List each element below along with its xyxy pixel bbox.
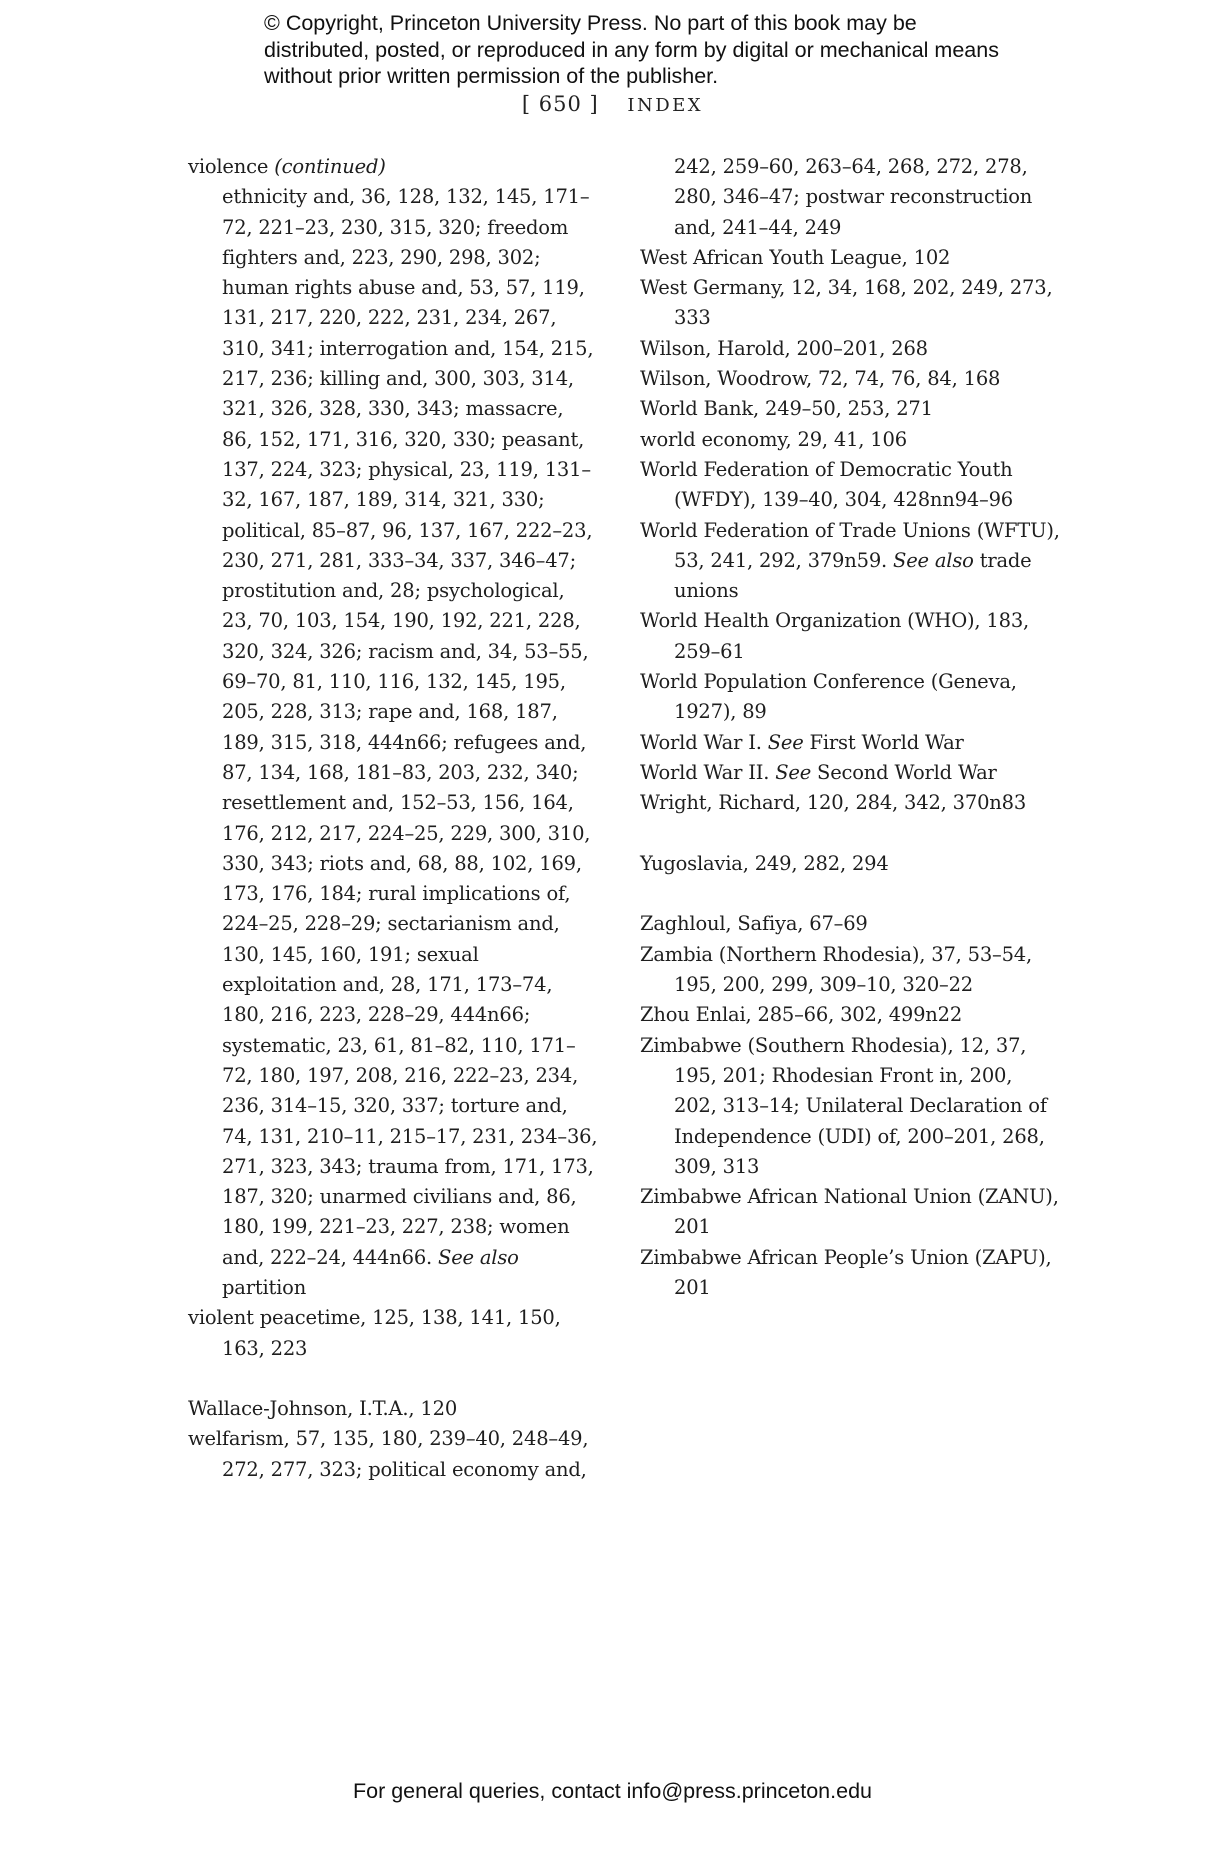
index-entry-violence: [188, 152, 598, 182]
see-label: See: [767, 730, 804, 754]
see-label: See: [775, 760, 812, 784]
index-entry-west-germany: West Germany, 12, 34, 168, 202, 249, 273, 333: [640, 276, 1053, 330]
page-number: [ 650 ]: [521, 92, 599, 116]
index-entry-who: World Health Organization (WHO), 183, 259–61: [640, 609, 1030, 663]
subentry-text: ethnicity and, 36, 128, 132, 145, 171–72, 221–23, 230, 315, 320; freedom fighters and, 223, 290, 298, 302; human rights abuse and, 53, 57, 119, 131, 217, 220, 222, 231, 234, 267, 310, 341; interrogation and, 154, 215, 217, 236; killing and, 300, 303, 314, 321, 326, 328, 330, 343; massacre, 86, 152, 171, 316, 320, 330; peasant, 137, 224, 323; physical, 23, 119, 131–32, 167, 187, 189, 314, 321, 330; political, 85–87, 96, 137, 167, 222–23, 230, 271, 281, 333–34, 337, 346–47; prostitution and, 28; psychological, 23, 70, 103, 154, 190, 192, 221, 228, 320, 324, 326; racism and, 34, 53–55, 69–70, 81, 110, 116, 132, 145, 195, 205, 228, 313; rape and, 168, 187, 189, 315, 318, 444n66; refugees and, 87, 134, 168, 181–83, 203, 232, 340; resettlement and, 152–53, 156, 164, 176, 212, 217, 224–25, 229, 300, 310, 330, 343; riots and, 68, 88, 102, 169, 173, 176, 184; rural implications of, 224–25, 228–29; sectarianism and, 130, 145, 160, 191; sexual exploitation and, 28, 171, 173–74, 180, 216, 223, 228–29, 444n66; systematic, 23, 61, 81–82, 110, 171–72, 180, 197, 208, 216, 222–23, 234, 236, 314–15, 320, 337; torture and, 74, 131, 210–11, 215–17, 231, 234–36, 271, 323, 343; trauma from, 171, 173, 187, 320; unarmed civilians and, 86, 180, 199, 221–23, 227, 238; women and, 222–24, 444n66.: [222, 185, 598, 1269]
index-entry-zambia: Zambia (Northern Rhodesia), 37, 53–54, 195, 200, 299, 309–10, 320–22: [640, 942, 1033, 997]
copyright-notice: © Copyright, Princeton University Press. No part of this book may be distributed, posted, or reproduced in any form by digital or mechanical means without prior written permission of the publisher.: [264, 11, 999, 88]
index-column-left: [188, 152, 598, 1485]
index-entry-yugoslavia: Yugoslavia, 249, 282, 294: [640, 851, 889, 875]
section-title: INDEX: [627, 95, 704, 116]
see-target: Second World War: [817, 760, 997, 784]
index-subentries-violence: [188, 182, 598, 1303]
running-head: [0, 92, 1225, 116]
index-entry-wfdy: World Federation of Democratic Youth (WFDY), 139–40, 304, 428nn94–96: [640, 457, 1014, 512]
index-entry-west-african-youth-league: West African Youth League, 102: [640, 245, 951, 269]
index-entry-world-war-1: [640, 728, 1060, 758]
index-entry-wilson-harold: Wilson, Harold, 200–201, 268: [640, 336, 928, 360]
index-entry-wallace-johnson: Wallace-Johnson, I.T.A., 120: [188, 1397, 458, 1421]
index-entry-zhou-enlai: Zhou Enlai, 285–66, 302, 499n22: [640, 1003, 963, 1027]
see-also-target: partition: [222, 1275, 307, 1299]
index-entry-wilson-woodrow: Wilson, Woodrow, 72, 74, 76, 84, 168: [640, 367, 1001, 391]
see-target: First World War: [809, 730, 964, 754]
see-also-target: trade unions: [674, 548, 1032, 603]
index-entry-zaghloul: Zaghloul, Safiya, 67–69: [640, 912, 868, 936]
index-entry-zapu: Zimbabwe African People’s Union (ZAPU), 201: [640, 1245, 1052, 1299]
index-entry-welfarism-continued: 242, 259–60, 263–64, 268, 272, 278, 280, 346–47; postwar reconstruction and, 241–44, 249: [674, 155, 1033, 239]
index-entry-world-population-conference: World Population Conference (Geneva, 1927), 89: [640, 670, 1017, 724]
entry-term: violence: [188, 155, 269, 178]
index-entry-violent-peacetime: violent peacetime, 125, 138, 141, 150, 163, 223: [188, 1306, 561, 1360]
index-entry-welfarism: welfarism, 57, 135, 180, 239–40, 248–49, 272, 277, 323; political economy and,: [188, 1427, 589, 1481]
index-entry-zimbabwe: Zimbabwe (Southern Rhodesia), 12, 37, 195, 201; Rhodesian Front in, 200, 202, 313–14; Unilateral Declaration of Independence (UDI) of, 200–201, 268, 309, 313: [640, 1033, 1047, 1178]
entry-text: World War II.: [640, 760, 770, 784]
index-column-right: [640, 152, 1060, 1303]
index-entry-wright-richard: Wright, Richard, 120, 284, 342, 370n83: [640, 791, 1027, 815]
index-entry-zanu: Zimbabwe African National Union (ZANU), 201: [640, 1185, 1059, 1239]
index-entry-world-war-2: [640, 758, 1060, 788]
footer-contact: For general queries, contact info@press.princeton.edu: [352, 1779, 872, 1803]
entry-text: World Federation of Trade Unions (WFTU), 53, 241, 292, 379n59.: [640, 518, 1060, 572]
entry-text: World War I.: [640, 730, 762, 754]
see-also-label: See also: [438, 1245, 519, 1269]
index-entry-world-bank: World Bank, 249–50, 253, 271: [640, 397, 933, 421]
entry-continued: (continued): [274, 155, 386, 178]
index-entry-wftu: [640, 516, 1060, 607]
index-entry-world-economy: world economy, 29, 41, 106: [640, 427, 907, 451]
see-also-label: See also: [893, 548, 974, 572]
